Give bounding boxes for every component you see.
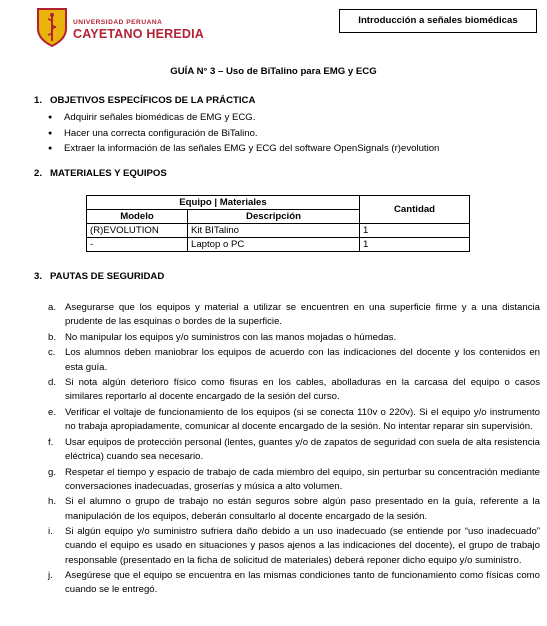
list-marker: j. <box>48 570 53 582</box>
list-item <box>48 525 540 568</box>
list-marker: g. <box>48 466 57 478</box>
list-item-text: Asegúrese que el equipo se encuentra en las mismas condiciones tanto de funcionamiento como físicas como cuando se le entregó. <box>65 570 540 596</box>
list-item <box>48 569 540 597</box>
list-marker: d. <box>48 377 57 389</box>
list-item <box>48 466 540 494</box>
section-title: OBJETIVOS ESPECÍFICOS DE LA PRÁCTICA <box>50 95 256 106</box>
list-marker: a. <box>48 302 57 313</box>
university-logo <box>36 7 204 49</box>
table-row <box>87 224 470 238</box>
document-title: GUÍA N° 3 – Uso de BiTalino para EMG y ECG <box>170 66 377 77</box>
list-marker: f. <box>48 436 54 448</box>
university-name: CAYETANO HEREDIA <box>73 27 204 41</box>
list-item <box>48 495 540 523</box>
section-materiales-heading <box>34 168 167 179</box>
list-item-text: Asegurarse que los equipos y material a utilizar se encuentren en una superficie firme y a una distancia prudente de las esquinas o bordes de la superficie. <box>65 302 540 328</box>
section-title: PAUTAS DE SEGURIDAD <box>50 271 165 282</box>
list-marker: h. <box>48 496 57 508</box>
section-number: 1. <box>34 95 43 106</box>
list-item <box>48 331 540 345</box>
list-marker: e. <box>48 406 57 418</box>
list-item: ● Extraer la información de las señales EMG y ECG del software OpenSignals (r)evolution <box>48 141 439 157</box>
list-marker: i. <box>48 526 53 538</box>
list-marker: b. <box>48 331 57 343</box>
table-row <box>87 238 470 252</box>
section-number: 3. <box>34 271 43 282</box>
list-item: ● Adquirir señales biomédicas de EMG y ECG. <box>48 110 439 126</box>
list-item-text: Si nota algún deterioro físico como fisuras en los cables, abolladuras en la carcasa del equipo o casos similares reportarlo al docente encargado de la sesión del curso. <box>65 377 540 403</box>
list-item <box>48 346 540 374</box>
section-number: 2. <box>34 168 43 179</box>
table-header-modelo: Modelo <box>87 210 188 224</box>
list-item-text: Verificar el voltaje de funcionamiento de los equipos (si se conecta 110v o 220v). Si el equipo y/o instrumento no trabaja apropiadamente, comunicar al docente encargado de la sesión. No intentar reparar sin supervisión. <box>65 406 540 433</box>
list-item <box>48 376 540 404</box>
list-item: ● Hacer una correcta configuración de BiTalino. <box>48 126 439 142</box>
list-item-text: Usar equipos de protección personal (lentes, guantes y/o de zapatos de seguridad con suela de alta resistencia eléctrica) cuando sea necesario. <box>65 436 540 462</box>
course-title-box: Introducción a señales biomédicas <box>339 9 537 33</box>
table-cell-modelo: (R)EVOLUTION <box>87 224 188 238</box>
section-pautas-heading <box>34 271 164 282</box>
pautas-list <box>48 301 540 599</box>
list-item-text: No manipular los equipos y/o suministros con las manos mojadas o húmedas. <box>65 331 397 343</box>
objetivos-list <box>48 110 439 157</box>
list-item <box>48 301 540 329</box>
university-line: UNIVERSIDAD PERUANA <box>73 19 163 26</box>
table-header-descripcion: Descripción <box>188 210 360 224</box>
list-item-text: Si el alumno o grupo de trabajo no están seguros sobre algún paso presentado en la guía, referente a la manipulación de los equipos, deberán consultarlo al docente encargado de la sesión. <box>65 496 540 522</box>
table-cell-cantidad: 1 <box>360 238 470 252</box>
university-shield-icon <box>36 7 68 47</box>
section-title: MATERIALES Y EQUIPOS <box>50 168 167 179</box>
list-item-text: Los alumnos deben maniobrar los equipos de acuerdo con las indicaciones del docente y los contenidos en esta guía. <box>65 347 540 373</box>
list-marker: c. <box>48 347 56 359</box>
table-header-cantidad: Cantidad <box>360 196 470 224</box>
section-objetivos-heading <box>34 95 255 106</box>
table-cell-descripcion: Kit BITalino <box>188 224 360 238</box>
list-item <box>48 436 540 464</box>
materials-table <box>86 195 470 252</box>
table-cell-descripcion: Laptop o PC <box>188 238 360 252</box>
list-item <box>48 406 540 434</box>
table-cell-modelo: - <box>87 238 188 252</box>
list-item-text: Respetar el tiempo y espacio de trabajo de cada miembro del equipo, sin perturbar su concentración mediante conversaciones inadecuadas, groserías y música a alto volumen. <box>65 466 540 492</box>
list-item-text: Si algún equipo y/o suministro sufriera daño debido a un uso inadecuado (se entiende por “uso inadecuado” cuando el equipo es usado en situaciones y pasos ajenos a las indicaciones del docente), el grupo de trabajo responsable (presentado en la ficha de solicitud de materiales) deberá reponer dicho equipo y/o suministro. <box>65 526 540 566</box>
table-cell-cantidad: 1 <box>360 224 470 238</box>
table-group-header: Equipo | Materiales <box>87 196 360 210</box>
